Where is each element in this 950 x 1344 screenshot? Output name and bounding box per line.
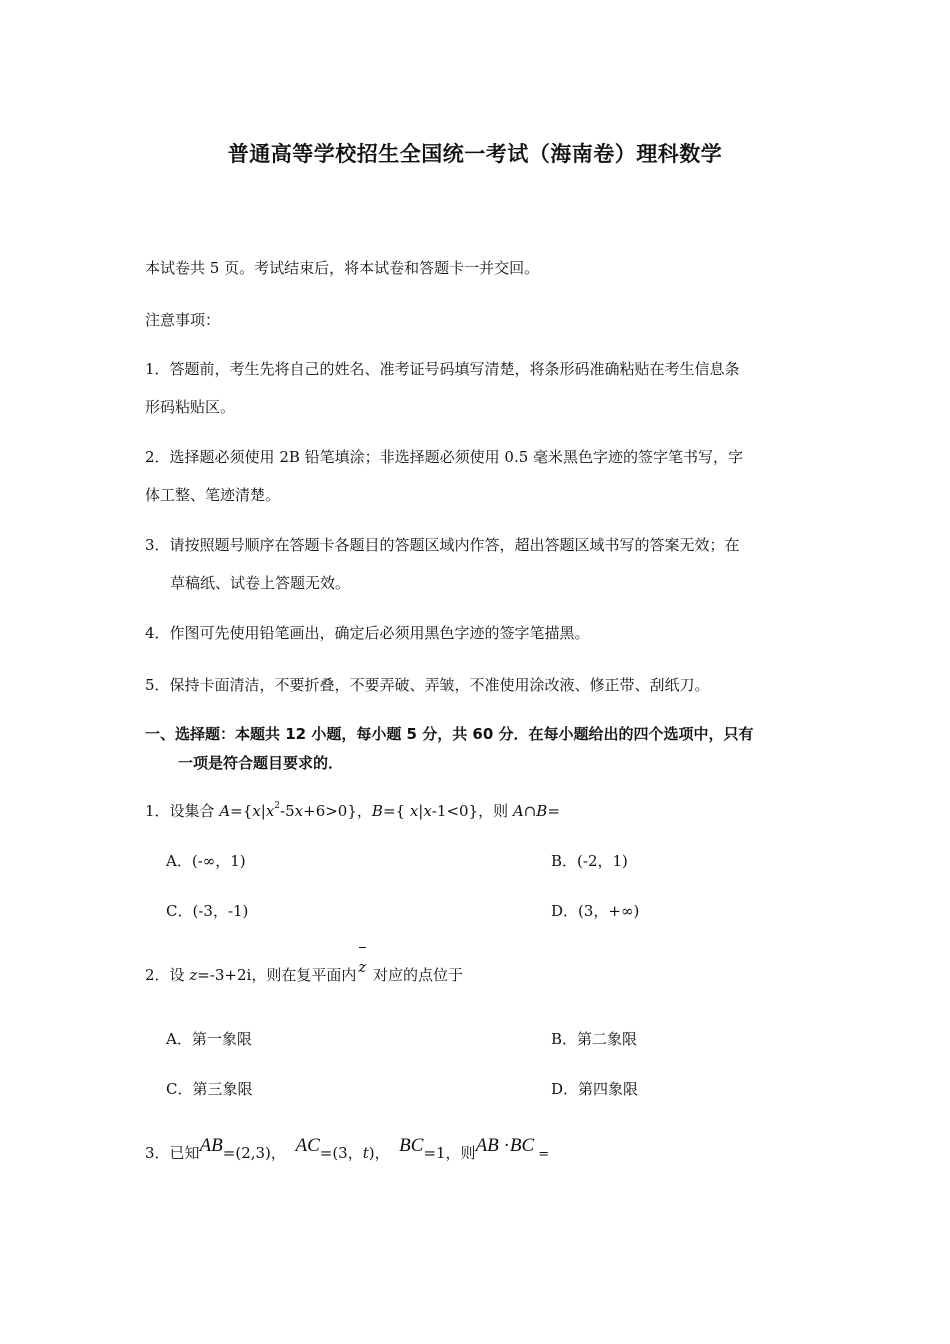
- question-number: 1．: [145, 802, 170, 820]
- notice-item-text: 答题前，考生先将自己的姓名、准考证号码填写清楚，将条形码准确粘贴在考生信息条: [169, 360, 740, 378]
- notice-item-2: [145, 447, 743, 467]
- question-number: 2．: [145, 966, 170, 984]
- q2-option-a: A．第一象限: [166, 1030, 252, 1048]
- notice-item-1-cont: 形码粘贴区。: [145, 398, 236, 416]
- q1-option-b: B．(-2，1): [551, 852, 628, 870]
- question-1: 1．设集合 $A=\{x|x^2-5x+6>0\}$，B={ x|x-1<0}，则 A∩B=: [145, 801, 560, 820]
- notice-item-2-cont: 体工整、笔迹清楚。: [145, 486, 281, 504]
- notice-item-text: 保持卡面清洁，不要折叠，不要弄破、弄皱，不准使用涂改液、修正带、刮纸刀。: [169, 676, 710, 694]
- vector-bc: BC: [399, 1135, 424, 1156]
- vector-ab: AB: [475, 1135, 499, 1156]
- vector-bc: BC: [509, 1135, 535, 1156]
- question-2: 2．设 z=-3+2i，则在复平面内 z 对应的点位于: [145, 958, 464, 984]
- z-conjugate-symbol: z: [358, 958, 367, 976]
- q2-option-b: B．第二象限: [551, 1030, 638, 1048]
- notice-item-4: [145, 623, 590, 643]
- notice-item-number: 1．: [145, 360, 170, 378]
- notice-item-number: 3．: [145, 536, 170, 554]
- question-3: 3．已知AB=(2,3)， AC=(3，t)， BC=1，则AB ·BC =: [145, 1135, 550, 1162]
- intro-text: 本试卷共 5 页。考试结束后，将本试卷和答题卡一并交回。: [145, 259, 540, 277]
- vector-ab: AB: [199, 1135, 223, 1156]
- page-title: 普通高等学校招生全国统一考试（海南卷）理科数学: [227, 142, 723, 166]
- notice-item-5: [145, 675, 710, 695]
- vector-ac: AC: [295, 1135, 320, 1156]
- q1-option-d: D．(3，+∞): [551, 902, 640, 920]
- notice-item-number: 5．: [145, 676, 170, 694]
- notice-heading: 注意事项：: [145, 311, 221, 329]
- section-heading-cont: 一项是符合题目要求的．: [178, 754, 344, 772]
- notice-item-number: 4．: [145, 624, 170, 642]
- notice-item-text: 请按照题号顺序在答题卡各题目的答题区域内作答，超出答题区域书写的答案无效；在: [169, 536, 740, 554]
- notice-item-3: [145, 535, 740, 555]
- q2-option-c: C．第三象限: [166, 1080, 253, 1098]
- notice-item-1: [145, 359, 740, 379]
- q2-option-d: D．第四象限: [551, 1080, 639, 1098]
- q1-option-a: A．(-∞，1): [166, 852, 246, 870]
- notice-item-number: 2．: [145, 448, 170, 466]
- question-number: 3．: [145, 1144, 170, 1162]
- notice-item-text: 选择题必须使用 2B 铅笔填涂；非选择题必须使用 0.5 毫米黑色字迹的签字笔书写，字: [169, 448, 744, 466]
- notice-item-text: 作图可先使用铅笔画出，确定后必须用黑色字迹的签字笔描黑。: [169, 624, 590, 642]
- section-heading: 一、选择题：本题共 12 小题，每小题 5 分，共 60 分．在每小题给出的四个选项中，只有: [145, 725, 754, 743]
- q1-option-c: C．(-3，-1): [166, 902, 249, 920]
- notice-item-3-cont: 草稿纸、试卷上答题无效。: [170, 574, 351, 592]
